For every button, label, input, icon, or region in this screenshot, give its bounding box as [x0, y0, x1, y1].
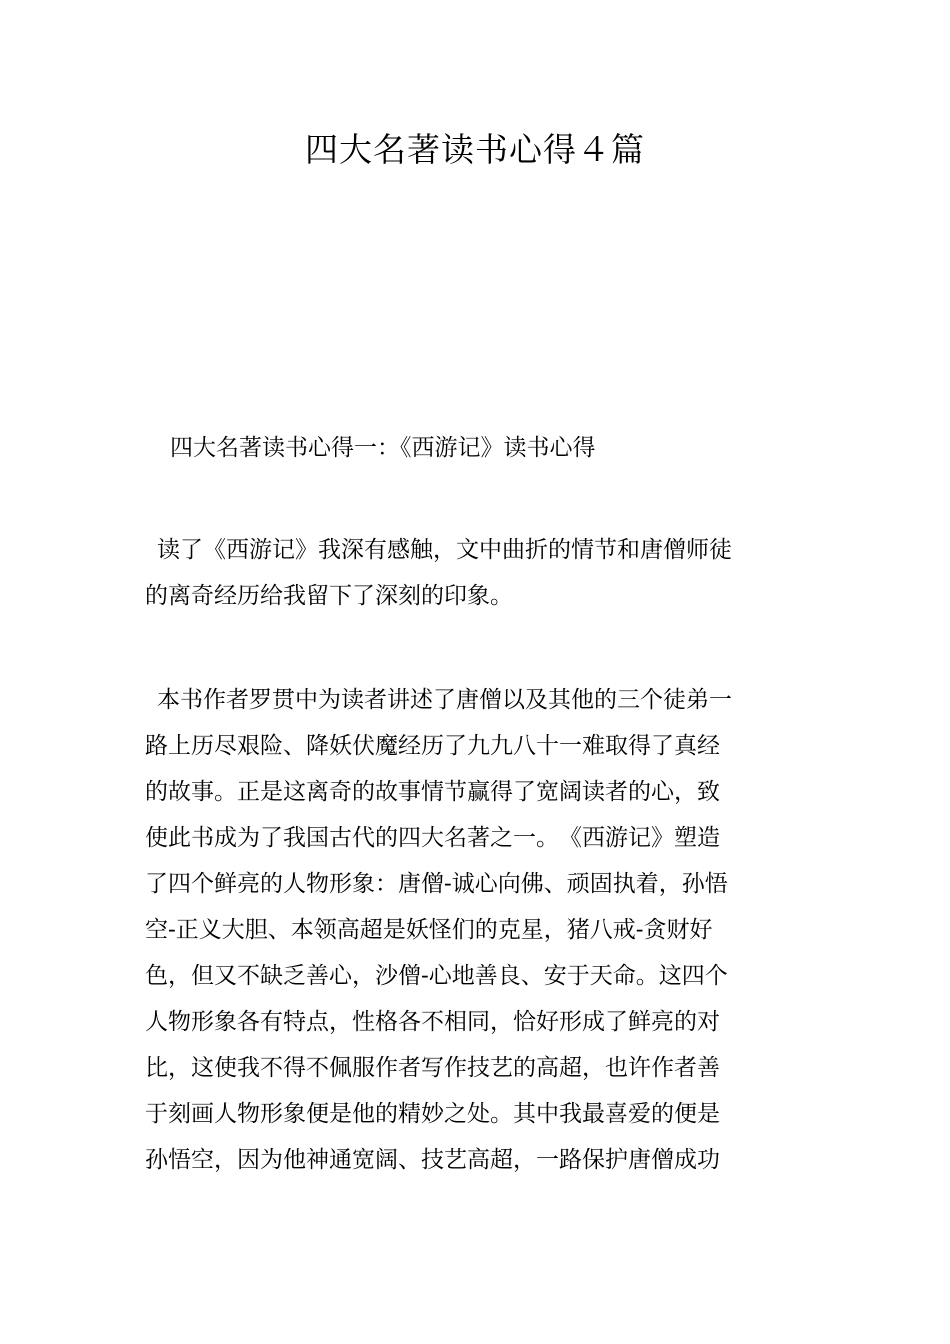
paragraph-line: 色，但又不缺乏善心，沙僧-心地善良、安于天命。这四个 [145, 963, 728, 989]
paragraph-1 [145, 527, 806, 619]
paragraph-2 [145, 677, 806, 1183]
paragraph-line: 空-正义大胆、本领高超是妖怪们的克星，猪八戒-贪财好 [145, 917, 713, 943]
paragraph-line: 人物形象各有特点，性格各不相同，恰好形成了鲜亮的对 [145, 1009, 720, 1035]
paragraph-line: 路上历尽艰险、降妖伏魔经历了九九八十一难取得了真经 [145, 733, 720, 759]
paragraph-line: 了四个鲜亮的人物形象：唐僧-诚心向佛、顽固执着，孙悟 [145, 871, 728, 897]
paragraph-line: 使此书成为了我国古代的四大名著之一。 《西游记》塑造 [145, 825, 720, 851]
paragraph-line: 的故事。正是这离奇的故事情节赢得了宽阔读者的心，致 [145, 779, 720, 805]
paragraph-line: 孙悟空，因为他神通宽阔、技艺高超，一路保护唐僧成功 [145, 1147, 720, 1173]
section-heading: 四大名著读书心得一：《西游记》读书心得 [170, 435, 596, 461]
paragraph-line: 于刻画人物形象便是他的精妙之处。其中我最喜爱的便是 [145, 1101, 720, 1127]
paragraph-line: 本书作者罗贯中为读者讲述了唐僧以及其他的三个徒弟一 [157, 687, 732, 713]
document-title: 四大名著读书心得４篇 [305, 130, 645, 169]
paragraph-line: 比，这使我不得不佩服作者写作技艺的高超，也许作者善 [145, 1055, 720, 1081]
paragraph-line: 的离奇经历给我留下了深刻的印象。 [145, 583, 513, 609]
paragraph-line: 读了《西游记》我深有感触，文中曲折的情节和唐僧师徒 [157, 537, 732, 563]
